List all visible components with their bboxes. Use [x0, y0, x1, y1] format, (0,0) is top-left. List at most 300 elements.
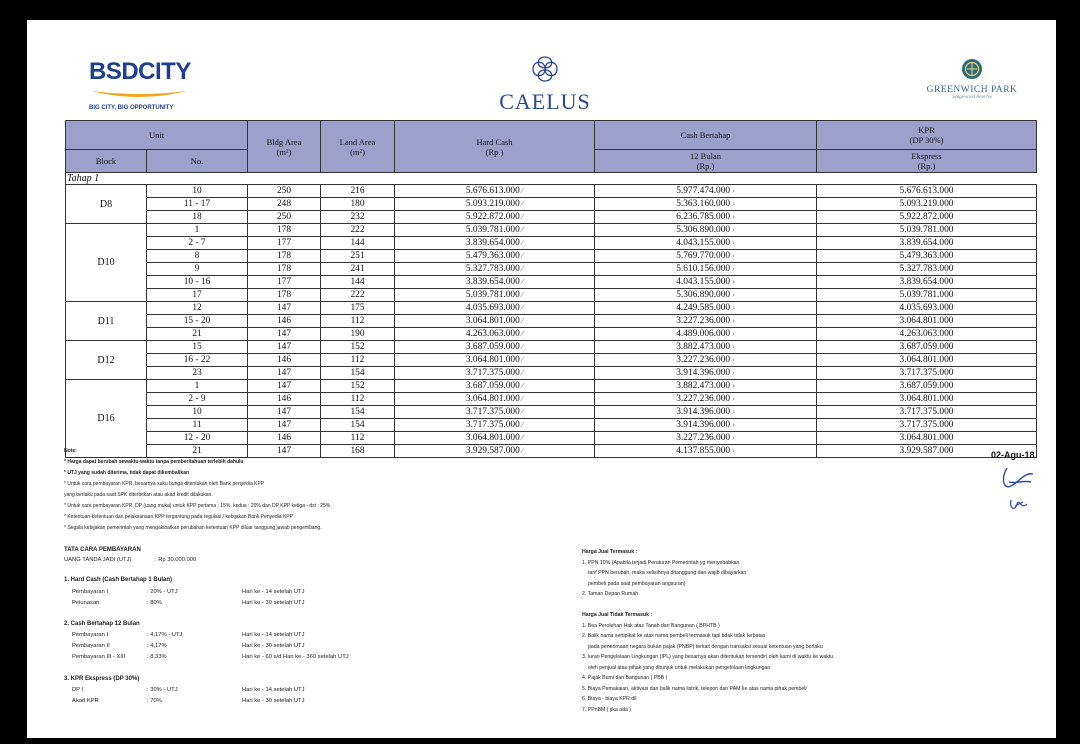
excluded-line-4: 3. Iuran Pengelolaan Lingkungan (IPL) yang besarnya akan ditentukan tersendiri oleh kami di waktu ke waktu [582, 654, 834, 660]
kpr-ekspress-cell-value: 5.039.781.000 [899, 224, 954, 235]
check-mark-icon: ∕ [519, 342, 524, 351]
bldg-area-cell [248, 432, 321, 445]
check-mark-icon: ∕ [519, 238, 524, 247]
land-area-cell-value: 222 [350, 224, 365, 235]
tahap-label: Tahap 1 [66, 173, 1037, 185]
check-mark-icon: ∕ [519, 394, 524, 403]
cash-12-bulan-cell [595, 328, 817, 341]
land-area-cell-value: 168 [350, 445, 365, 456]
kpr-ekspress-cell-value: 3.687.059.000 [899, 380, 954, 391]
kpr-ekspress-cell [817, 289, 1037, 302]
included-line-4: 2. Taman Depan Rumah [582, 591, 639, 597]
hard-cash-cell-value: 4.263.063.000 [465, 329, 520, 339]
hard-cash-cell [395, 185, 595, 198]
hard-cash-cell-value: 3.064.801.000 [465, 355, 520, 365]
cash-12-bulan-cell [595, 276, 817, 289]
cash-12-bulan-cell [595, 341, 817, 354]
check-mark-icon: ∕ [519, 368, 524, 377]
check-mark-icon: › [730, 212, 735, 221]
unit-no-cell-value: 9 [194, 263, 200, 274]
unit-no-cell-value: 15 - 20 [183, 315, 211, 326]
kpr-ekspress-cell-value: 3.687.059.000 [899, 341, 954, 352]
kpr-ekspress-cell [817, 276, 1037, 289]
hard-cash-cell-value: 3.687.059.000 [465, 342, 520, 352]
land-area-cell-value: 216 [350, 185, 365, 196]
check-mark-icon: › [730, 225, 735, 234]
hard-cash-cell [395, 419, 595, 432]
check-mark-icon: ∕ [519, 225, 524, 234]
check-mark-icon: › [730, 238, 735, 247]
table-row [66, 315, 1037, 328]
hard-cash-cell-value: 5.039.781.000 [465, 225, 520, 235]
kpr-ekspress-cell [817, 263, 1037, 276]
land-area-cell-value: 154 [350, 406, 365, 417]
land-area-cell-value: 152 [350, 341, 365, 352]
hard-cash-cell-value: 3.064.801.000 [465, 394, 520, 404]
unit-no-cell-value: 16 - 22 [183, 354, 211, 365]
check-mark-icon: › [730, 407, 735, 416]
bldg-area-cell [248, 276, 321, 289]
hard-cash-cell [395, 341, 595, 354]
bldg-area-cell-value: 177 [276, 276, 292, 287]
table-row [66, 302, 1037, 315]
land-area-cell-value: 144 [350, 276, 365, 287]
bldg-area-cell [248, 393, 321, 406]
kpr-ekspress-cell [817, 315, 1037, 328]
payment-section-2-title: 2. Cash Bertahap 12 Bulan [64, 621, 140, 627]
included-line-1: 1. PPN 10% (Apabila terjadi Peraturan Pemerintah yg menyebabkan [582, 559, 740, 566]
kpr-ekspress-cell-value: 3.064.801.000 [899, 315, 954, 326]
included-block [582, 547, 746, 600]
kpr-ekspress-cell-value: 3.717.375.000 [899, 367, 954, 378]
bulan-12-label: 12 Bulan [690, 151, 721, 161]
land-area-cell [321, 432, 395, 445]
table-row [66, 393, 1037, 406]
hard-cash-cell-value: 3.717.375.000 [465, 420, 520, 430]
cash-12-bulan-cell-value: 5.306.890.000 [676, 225, 731, 235]
unit-no-cell [147, 380, 248, 393]
bldg-area-cell-value: 178 [276, 250, 292, 261]
unit-header: Unit [66, 121, 248, 150]
cash-12-bulan-cell [595, 250, 817, 263]
table-row [66, 367, 1037, 380]
hard-cash-cell [395, 393, 595, 406]
unit-no-cell [147, 250, 248, 263]
payment-3-row-1-time: Hari ke - 14 setelah UTJ [242, 687, 305, 693]
cash-12-bulan-cell-value: 4.137.855.000 [676, 446, 731, 456]
cash-12-bulan-cell-value: 3.227.236.000 [676, 316, 731, 326]
land-area-cell-value: 152 [350, 380, 365, 391]
unit-no-cell-value: 12 - 20 [183, 432, 211, 443]
hard-cash-cell-value: 3.064.801.000 [465, 433, 520, 443]
check-mark-icon: › [730, 368, 735, 377]
unit-no-cell [147, 315, 248, 328]
land-area-cell [321, 302, 395, 315]
unit-no-cell [147, 393, 248, 406]
kpr-ekspress-cell-value: 3.064.801.000 [899, 432, 954, 443]
land-area-cell-value: 180 [350, 198, 365, 209]
cash-12-bulan-cell-value: 3.227.236.000 [676, 355, 731, 365]
hard-cash-cell-value: 3.687.059.000 [465, 381, 520, 391]
cash-12-bulan-cell-value: 4.043.155.000 [676, 277, 731, 287]
bldg-area-cell-value: 146 [276, 315, 292, 326]
hard-cash-cell [395, 263, 595, 276]
kpr-ekspress-cell-value: 5.093.219.000 [899, 198, 954, 209]
cash-12-bulan-cell-value: 5.363.160.000 [676, 199, 731, 209]
kpr-ekspress-cell [817, 250, 1037, 263]
kpr-ekspress-cell-value: 5.039.781.000 [899, 289, 954, 300]
land-area-cell [321, 380, 395, 393]
payment-2-row-2-value: : 4,17% [147, 643, 167, 649]
kpr-ekspress-cell [817, 198, 1037, 211]
hard-cash-cell [395, 380, 595, 393]
table-row [66, 224, 1037, 237]
kpr-ekspress-cell-value: 5.676.613.000 [899, 185, 954, 196]
land-area-cell [321, 445, 395, 458]
hard-cash-unit: (Rp.) [485, 146, 504, 157]
bldg-area-cell [248, 380, 321, 393]
bldg-area-cell-value: 146 [276, 354, 292, 365]
land-area-cell [321, 276, 395, 289]
cash-12-bulan-cell-value: 5.977.474.000 [676, 186, 731, 196]
note-line-7: * Segala kebijakan pemerintah yang mengakibatkan perubahan ketentuan KPP diluar tanggung jawab pengembang. [64, 525, 322, 531]
land-area-label: Land Area [339, 136, 376, 147]
unit-no-cell-value: 12 [192, 302, 202, 313]
bulan-12-header [595, 150, 817, 173]
land-area-cell [321, 185, 395, 198]
price-table-body [66, 173, 1037, 458]
cash-12-bulan-cell [595, 198, 817, 211]
greenwich-emblem-icon [960, 58, 984, 80]
payment-2-row-2-label: Pembayaran II [72, 643, 110, 649]
kpr-ekspress-cell-value: 5.922.872.000 [899, 211, 954, 222]
cash-12-bulan-cell [595, 263, 817, 276]
cash-12-bulan-cell-value: 3.882.473.000 [676, 381, 731, 391]
unit-no-cell [147, 263, 248, 276]
land-area-cell-value: 112 [350, 393, 365, 404]
cash-12-bulan-cell [595, 237, 817, 250]
hard-cash-cell-value: 5.039.781.000 [465, 290, 520, 300]
land-area-cell-value: 154 [350, 419, 365, 430]
unit-no-cell [147, 302, 248, 315]
land-area-cell [321, 354, 395, 367]
land-area-cell-value: 251 [350, 250, 365, 261]
included-line-3: pembeli pada saat pembayaran angsuran) [588, 580, 686, 587]
payment-title: TATA CARA PEMBAYARAN [64, 547, 141, 553]
bsd-city-tagline: BIG CITY, BIG OPPORTUNITY [89, 105, 174, 111]
hard-cash-cell [395, 354, 595, 367]
unit-no-cell-value: 21 [192, 328, 202, 339]
bldg-area-cell [248, 419, 321, 432]
utj-value: : Rp 30.000.000 [155, 557, 197, 563]
land-area-cell-value: 190 [350, 328, 365, 339]
land-area-cell [321, 341, 395, 354]
check-mark-icon: ∕ [519, 433, 524, 442]
check-mark-icon: › [730, 251, 735, 260]
unit-no-cell [147, 276, 248, 289]
cash-12-bulan-cell-value: 4.043.155.000 [676, 238, 731, 248]
block-cell: D10 [66, 224, 147, 302]
hard-cash-cell [395, 224, 595, 237]
bldg-area-cell [248, 302, 321, 315]
check-mark-icon: › [730, 329, 735, 338]
check-mark-icon: › [730, 303, 735, 312]
check-mark-icon: › [730, 264, 735, 273]
notes-title: Note: [64, 448, 77, 454]
unit-no-cell [147, 211, 248, 224]
bldg-area-cell-value: 250 [276, 211, 292, 222]
bldg-area-cell-value: 147 [276, 341, 292, 352]
unit-no-cell [147, 237, 248, 250]
bldg-area-cell [248, 328, 321, 341]
hard-cash-cell-value: 5.093.219.000 [465, 199, 520, 209]
payment-3-row-2-value: : 70% [147, 698, 162, 704]
land-area-cell-value: 222 [350, 289, 365, 300]
payment-2-row-1-label: Pembayaran I [72, 632, 109, 638]
check-mark-icon: › [730, 290, 735, 299]
bldg-area-cell [248, 224, 321, 237]
cash-12-bulan-cell-value: 4.249.585.000 [676, 303, 731, 313]
kpr-ekspress-cell [817, 302, 1037, 315]
unit-no-cell-value: 18 [192, 211, 202, 222]
check-mark-icon: ∕ [519, 212, 524, 221]
payment-2-row-3-time: Hari ke - 60 s/d Hari ke - 360 setelah UTJ [242, 654, 349, 660]
land-area-cell [321, 367, 395, 380]
check-mark-icon: ∕ [519, 420, 524, 429]
bldg-area-cell-value: 147 [276, 445, 292, 456]
kpr-ekspress-cell [817, 393, 1037, 406]
bldg-area-cell-value: 177 [276, 237, 292, 248]
unit-no-cell-value: 10 [192, 406, 202, 417]
check-mark-icon: › [730, 394, 735, 403]
land-area-cell-value: 112 [350, 432, 365, 443]
bsd-city-logo [89, 58, 191, 111]
cash-12-bulan-cell-value: 3.227.236.000 [676, 394, 731, 404]
caelus-logo [495, 54, 595, 115]
bldg-area-unit: (m²) [276, 146, 292, 157]
hard-cash-cell [395, 328, 595, 341]
excluded-title: Harga Jual Tidak Termasuk : [582, 612, 653, 618]
unit-no-cell-value: 8 [194, 250, 200, 261]
table-row [66, 419, 1037, 432]
cash-12-bulan-cell [595, 211, 817, 224]
note-line-3: * Untuk cara pembayaran KPR, besarnya suku bunga ditentukan oleh Bank penyedia KPP [64, 481, 265, 487]
unit-no-cell-value: 10 - 16 [183, 276, 211, 287]
notes [64, 446, 330, 534]
ekspress-label: Ekspress [911, 151, 942, 161]
land-area-cell [321, 419, 395, 432]
land-area-cell [321, 224, 395, 237]
check-mark-icon: ∕ [519, 264, 524, 273]
payment-section-1-title: 1. Hard Cash (Cash Bertahap 1 Bulan) [64, 577, 173, 583]
bldg-area-cell-value: 178 [276, 263, 292, 274]
cash-12-bulan-cell [595, 367, 817, 380]
cash-12-bulan-cell-value: 3.914.396.000 [676, 368, 731, 378]
unit-no-cell [147, 406, 248, 419]
kpr-ekspress-cell [817, 406, 1037, 419]
check-mark-icon: › [730, 420, 735, 429]
check-mark-icon: ∕ [519, 277, 524, 286]
kpr-ekspress-cell-value: 4.035.693.000 [899, 302, 954, 313]
table-row [66, 263, 1037, 276]
check-mark-icon: › [730, 316, 735, 325]
excluded-block [582, 610, 833, 715]
cash-12-bulan-cell [595, 406, 817, 419]
unit-no-cell [147, 289, 248, 302]
check-mark-icon: ∕ [519, 355, 524, 364]
unit-no-cell-value: 11 [192, 419, 202, 430]
cash-12-bulan-cell [595, 393, 817, 406]
table-row [66, 380, 1037, 393]
hard-cash-cell-value: 3.064.801.000 [465, 316, 520, 326]
included-title: Harga Jual Termasuk : [582, 549, 638, 555]
payment-1-row-2-value: : 80% [147, 600, 162, 606]
bldg-area-cell-value: 250 [276, 185, 292, 196]
cash-12-bulan-cell-value: 3.882.473.000 [676, 342, 731, 352]
land-area-cell [321, 198, 395, 211]
payment-3-row-1-label: DP I [72, 687, 84, 693]
cash-12-bulan-cell [595, 315, 817, 328]
check-mark-icon: › [730, 446, 735, 455]
bldg-area-cell-value: 248 [276, 198, 292, 209]
kpr-ekspress-cell [817, 367, 1037, 380]
hard-cash-cell [395, 406, 595, 419]
kpr-ekspress-cell [817, 380, 1037, 393]
unit-no-cell-value: 11 - 17 [183, 198, 211, 209]
unit-no-cell-value: 1 [194, 224, 200, 235]
kpr-ekspress-cell-value: 3.717.375.000 [899, 419, 954, 430]
unit-no-cell [147, 224, 248, 237]
unit-no-cell [147, 432, 248, 445]
unit-no-cell [147, 198, 248, 211]
kpr-ekspress-cell-value: 3.929.587.000 [899, 445, 954, 456]
cash-12-bulan-cell [595, 445, 817, 458]
unit-no-cell-value: 23 [192, 367, 202, 378]
hard-cash-cell [395, 198, 595, 211]
kpr-ekspress-cell-value: 3.064.801.000 [899, 354, 954, 365]
kpr-ekspress-cell-value: 5.479.363.000 [899, 250, 954, 261]
check-mark-icon: › [730, 342, 735, 351]
kpr-ekspress-cell-value: 3.839.654.000 [899, 237, 954, 248]
ekspress-unit: (Rp.) [917, 161, 936, 171]
block-header: Block [66, 150, 147, 173]
excluded-line-2: 2. Balik nama sertipikat ke atas nama pembeli termasuk tapi tidak tidak terbatas [582, 633, 766, 639]
hard-cash-cell [395, 432, 595, 445]
payment-1-row-1-label: Pembayaran I [72, 589, 109, 595]
bldg-area-header [248, 121, 321, 173]
cash-12-bulan-cell-value: 4.489.006.000 [676, 329, 731, 339]
unit-no-cell-value: 2 - 9 [188, 393, 206, 404]
unit-no-cell [147, 341, 248, 354]
hard-cash-cell [395, 250, 595, 263]
land-area-cell [321, 328, 395, 341]
cash-12-bulan-cell-value: 5.610.156.000 [676, 264, 731, 274]
bldg-area-cell [248, 315, 321, 328]
note-line-5: * Untuk cara pembayaran KPR, DP (uang muka) untuk KPP pertama : 15%, kedua : 20% dan DP KPP ketiga - dst : 25% [64, 503, 331, 509]
hard-cash-cell-value: 5.479.363.000 [465, 251, 520, 261]
payment-1-row-1-time: Hari ke - 14 setelah UTJ [242, 589, 305, 595]
kpr-ekspress-cell [817, 354, 1037, 367]
hard-cash-cell-value: 3.839.654.000 [465, 238, 520, 248]
check-mark-icon: ∕ [519, 407, 524, 416]
kpr-ekspress-cell [817, 419, 1037, 432]
caelus-logo-text: CAELUS [499, 89, 591, 114]
table-row [66, 211, 1037, 224]
payment-2-row-3-value: : 8,33% [147, 654, 167, 660]
payment-section-3-title: 3. KPR Ekspress (DP 30%) [64, 676, 140, 682]
land-area-unit: (m²) [350, 146, 365, 157]
table-row [66, 289, 1037, 302]
check-mark-icon: ∕ [519, 199, 524, 208]
unit-no-cell [147, 367, 248, 380]
hard-cash-cell-value: 5.922.872.000 [465, 212, 520, 222]
greenwich-park-text: GREENWICH PARK [926, 85, 1018, 95]
unit-no-cell-value: 21 [192, 445, 202, 456]
bulan-12-unit: (Rp.) [696, 161, 715, 171]
hard-cash-cell-value: 3.717.375.000 [465, 407, 520, 417]
check-mark-icon: ∕ [519, 316, 524, 325]
cash-12-bulan-cell [595, 185, 817, 198]
cash-bertahap-header: Cash Bertahap [595, 121, 817, 150]
hard-cash-cell-value: 5.676.613.000 [465, 186, 520, 196]
signature-icon [997, 460, 1047, 520]
cash-12-bulan-cell [595, 419, 817, 432]
kpr-ekspress-cell [817, 224, 1037, 237]
unit-no-cell-value: 2 - 7 [188, 237, 206, 248]
payment-3-row-2-time: Hari ke - 30 setelah UTJ [242, 698, 305, 704]
payment-3-row-1-value: : 30% - UTJ [147, 687, 178, 693]
bldg-area-cell-value: 146 [276, 393, 292, 404]
land-area-cell-value: 154 [350, 367, 365, 378]
kpr-ekspress-cell [817, 432, 1037, 445]
hard-cash-cell [395, 367, 595, 380]
cash-12-bulan-cell [595, 380, 817, 393]
hard-cash-cell [395, 237, 595, 250]
excluded-line-1: 1. Bea Perolehan Hak atas Tanah dan Bangunan ( BPHTB ) [582, 622, 720, 629]
kpr-label: KPR [918, 125, 935, 135]
hard-cash-cell-value: 3.929.587.000 [465, 446, 520, 456]
excluded-line-3: pada penerimaan negara bukan pajak (PNBP) terkait dengan transaksi sesuai ketentuan yang berlaku [588, 643, 823, 650]
table-row [66, 354, 1037, 367]
bsd-swoosh-icon [89, 89, 189, 99]
land-area-cell [321, 237, 395, 250]
bldg-area-cell-value: 178 [276, 224, 292, 235]
bldg-area-cell [248, 211, 321, 224]
table-row [66, 341, 1037, 354]
unit-no-cell-value: 15 [192, 341, 202, 352]
note-line-1: * Harga dapat berubah sewaktu-waktu tanpa pemberitahuan terlebih dahulu [64, 459, 244, 465]
bldg-area-cell-value: 147 [276, 406, 292, 417]
payment-2-row-1-value: : 4,17% - UTJ [147, 632, 183, 638]
bldg-area-cell [248, 237, 321, 250]
check-mark-icon: › [730, 355, 735, 364]
cash-12-bulan-cell [595, 302, 817, 315]
bldg-area-cell [248, 354, 321, 367]
cash-12-bulan-cell-value: 5.769.770.000 [676, 251, 731, 261]
bldg-area-cell [248, 250, 321, 263]
excluded-line-9: 7. PPnBM ( jika ada ) [582, 706, 632, 713]
kpr-ekspress-cell-value: 3.064.801.000 [899, 393, 954, 404]
cash-12-bulan-cell-value: 6.236.785.000 [676, 212, 731, 222]
block-cell: D11 [66, 302, 147, 341]
kpr-ekspress-cell [817, 341, 1037, 354]
document-date: 02-Agu-18 [991, 450, 1035, 460]
bldg-area-cell [248, 198, 321, 211]
check-mark-icon: ∕ [519, 381, 524, 390]
excluded-line-8: 6. Biaya - biaya KPR dll [582, 696, 637, 702]
kpr-ekspress-cell-value: 3.839.654.000 [899, 276, 954, 287]
payment-1-row-2-label: Pelunasan [72, 600, 100, 606]
